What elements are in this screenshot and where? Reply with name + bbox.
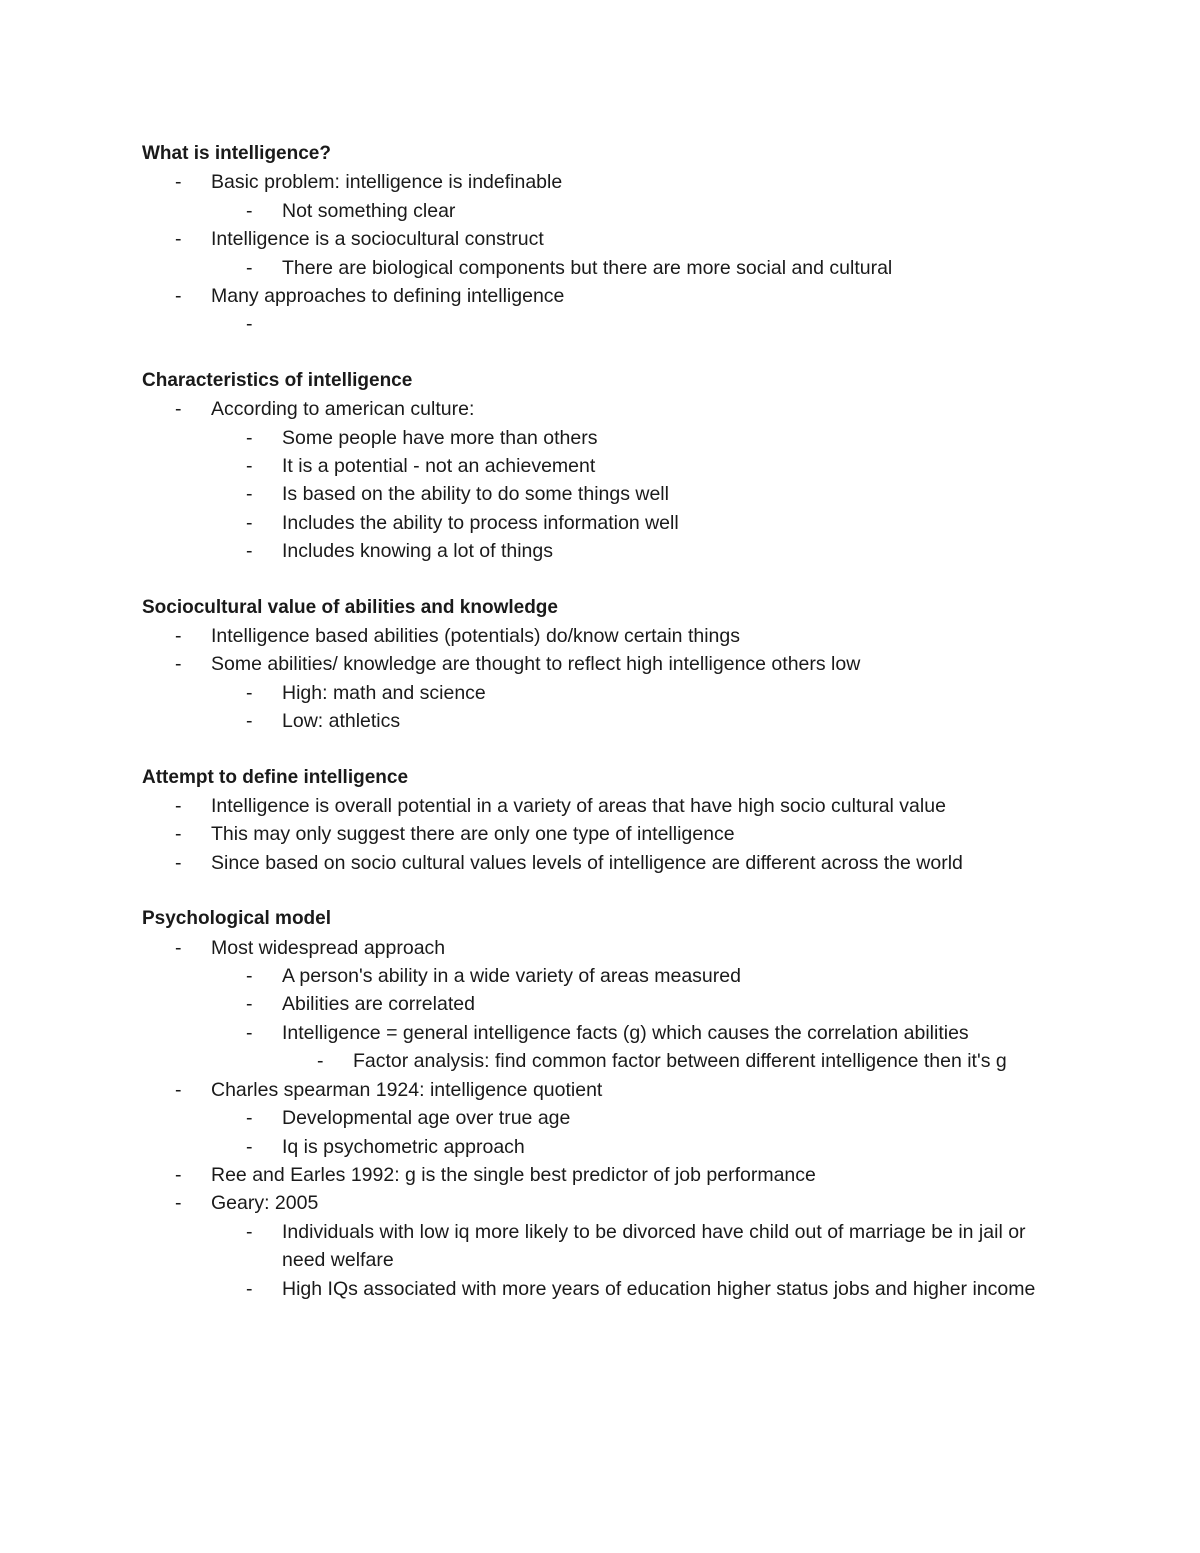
bullet-text: Intelligence = general intelligence facts (g) which causes the correlation abilities [282, 1021, 969, 1044]
dash-bullet-icon: - [175, 1163, 182, 1186]
bullet-text: Iq is psychometric approach [282, 1135, 525, 1158]
section-heading: What is intelligence? [142, 143, 331, 164]
bullet-item [142, 990, 1072, 1018]
section-heading: Characteristics of intelligence [142, 369, 413, 391]
document-body [142, 140, 1072, 1331]
bullet-text: Some abilities/ knowledge are thought to reflect high intelligence others low [211, 653, 861, 676]
bullet-text: Intelligence is overall potential in a variety of areas that have high socio cultural value [211, 795, 946, 818]
bullet-text: Includes the ability to process information well [282, 511, 679, 534]
dash-bullet-icon: - [246, 993, 253, 1016]
section-heading: Psychological model [142, 908, 331, 930]
bullet-text: This may only suggest there are only one type of intelligence [211, 823, 735, 846]
bullet-item [142, 650, 1072, 678]
bullet-item [142, 1189, 1072, 1217]
bullet-item [142, 679, 1072, 707]
dash-bullet-icon: - [246, 965, 253, 988]
bullet-item [142, 452, 1072, 480]
bullet-text: Intelligence based abilities (potentials) do/know certain things [211, 625, 740, 648]
dash-bullet-icon: - [246, 1021, 253, 1044]
bullet-text: According to american culture: [211, 398, 475, 421]
bullet-text: Many approaches to defining intelligence [211, 285, 565, 308]
bullet-item [142, 1218, 1072, 1275]
section [142, 764, 1072, 878]
bullet-text: Intelligence is a sociocultural construct [211, 228, 544, 251]
bullet-item [142, 1047, 1072, 1075]
bullet-text: Abilities are correlated [282, 993, 475, 1016]
dash-bullet-icon: - [246, 313, 253, 336]
bullet-item [142, 254, 1072, 282]
bullet-item [142, 424, 1072, 452]
dash-bullet-icon: - [175, 795, 182, 818]
bullet-item [142, 225, 1072, 253]
dash-bullet-icon: - [175, 171, 182, 194]
dash-bullet-icon: - [246, 511, 253, 534]
bullet-text: Since based on socio cultural values levels of intelligence are different across the world [211, 851, 963, 874]
dash-bullet-icon: - [246, 1277, 253, 1300]
bullet-item [142, 197, 1072, 225]
bullet-text: Basic problem: intelligence is indefinable [211, 171, 563, 194]
bullet-text: Includes knowing a lot of things [282, 540, 554, 563]
bullet-text: It is a potential - not an achievement [282, 455, 596, 478]
bullet-item [142, 820, 1072, 848]
bullet-text: Is based on the ability to do some things well [282, 483, 669, 506]
bullet-text: High: math and science [282, 681, 486, 704]
bullet-item [142, 849, 1072, 877]
dash-bullet-icon: - [246, 455, 253, 478]
bullet-text: A person's ability in a wide variety of areas measured [282, 965, 741, 988]
dash-bullet-icon: - [175, 653, 182, 676]
section [142, 594, 1072, 736]
bullet-item [142, 934, 1072, 962]
bullet-text: Factor analysis: find common factor between different intelligence then it's g [353, 1050, 1007, 1073]
bullet-text: Ree and Earles 1992: g is the single best predictor of job performance [211, 1163, 816, 1186]
bullet-item [142, 792, 1072, 820]
dash-bullet-icon: - [246, 710, 253, 733]
bullet-item [142, 310, 1072, 338]
dash-bullet-icon: - [246, 1107, 253, 1130]
bullet-item [142, 1133, 1072, 1161]
bullet-text: Some people have more than others [282, 426, 598, 449]
bullet-item [142, 480, 1072, 508]
bullet-text: Most widespread approach [211, 936, 446, 959]
bullet-item [142, 1275, 1072, 1303]
bullet-text: Geary: 2005 [211, 1192, 319, 1215]
bullet-item [142, 537, 1072, 565]
bullet-item [142, 707, 1072, 735]
section [142, 905, 1072, 1303]
bullet-item [142, 395, 1072, 423]
bullet-text: Charles spearman 1924: intelligence quotient [211, 1078, 603, 1101]
dash-bullet-icon: - [246, 426, 253, 449]
section [142, 367, 1072, 566]
dash-bullet-icon: - [317, 1050, 324, 1073]
dash-bullet-icon: - [175, 285, 182, 308]
bullet-item [142, 1104, 1072, 1132]
dash-bullet-icon: - [246, 681, 253, 704]
section-heading: Sociocultural value of abilities and knowledge [142, 596, 558, 618]
dash-bullet-icon: - [246, 483, 253, 506]
dash-bullet-icon: - [175, 823, 182, 846]
dash-bullet-icon: - [246, 256, 253, 279]
bullet-text: Developmental age over true age [282, 1107, 571, 1130]
bullet-text: There are biological components but there are more social and cultural [282, 256, 893, 279]
bullet-item [142, 168, 1072, 196]
dash-bullet-icon: - [175, 1078, 182, 1101]
bullet-item [142, 1019, 1072, 1047]
bullet-item [142, 509, 1072, 537]
dash-bullet-icon: - [246, 199, 253, 222]
section [142, 140, 1072, 339]
bullet-text: Low: athletics [282, 710, 401, 733]
dash-bullet-icon: - [246, 1220, 253, 1243]
dash-bullet-icon: - [175, 851, 182, 874]
section-heading: Attempt to define intelligence [142, 766, 409, 788]
bullet-item [142, 1161, 1072, 1189]
bullet-item [142, 962, 1072, 990]
dash-bullet-icon: - [246, 540, 253, 563]
dash-bullet-icon: - [175, 1192, 182, 1215]
bullet-item [142, 282, 1072, 310]
dash-bullet-icon: - [175, 936, 182, 959]
bullet-item [142, 1076, 1072, 1104]
bullet-text: High IQs associated with more years of education higher status jobs and higher income [282, 1277, 1036, 1300]
bullet-item [142, 622, 1072, 650]
dash-bullet-icon: - [175, 625, 182, 648]
dash-bullet-icon: - [175, 398, 182, 421]
dash-bullet-icon: - [246, 1135, 253, 1158]
bullet-text: Individuals with low iq more likely to be divorced have child out of marriage be in jail or need welfare [282, 1220, 1026, 1272]
bullet-text: Not something clear [282, 199, 456, 222]
dash-bullet-icon: - [175, 228, 182, 251]
